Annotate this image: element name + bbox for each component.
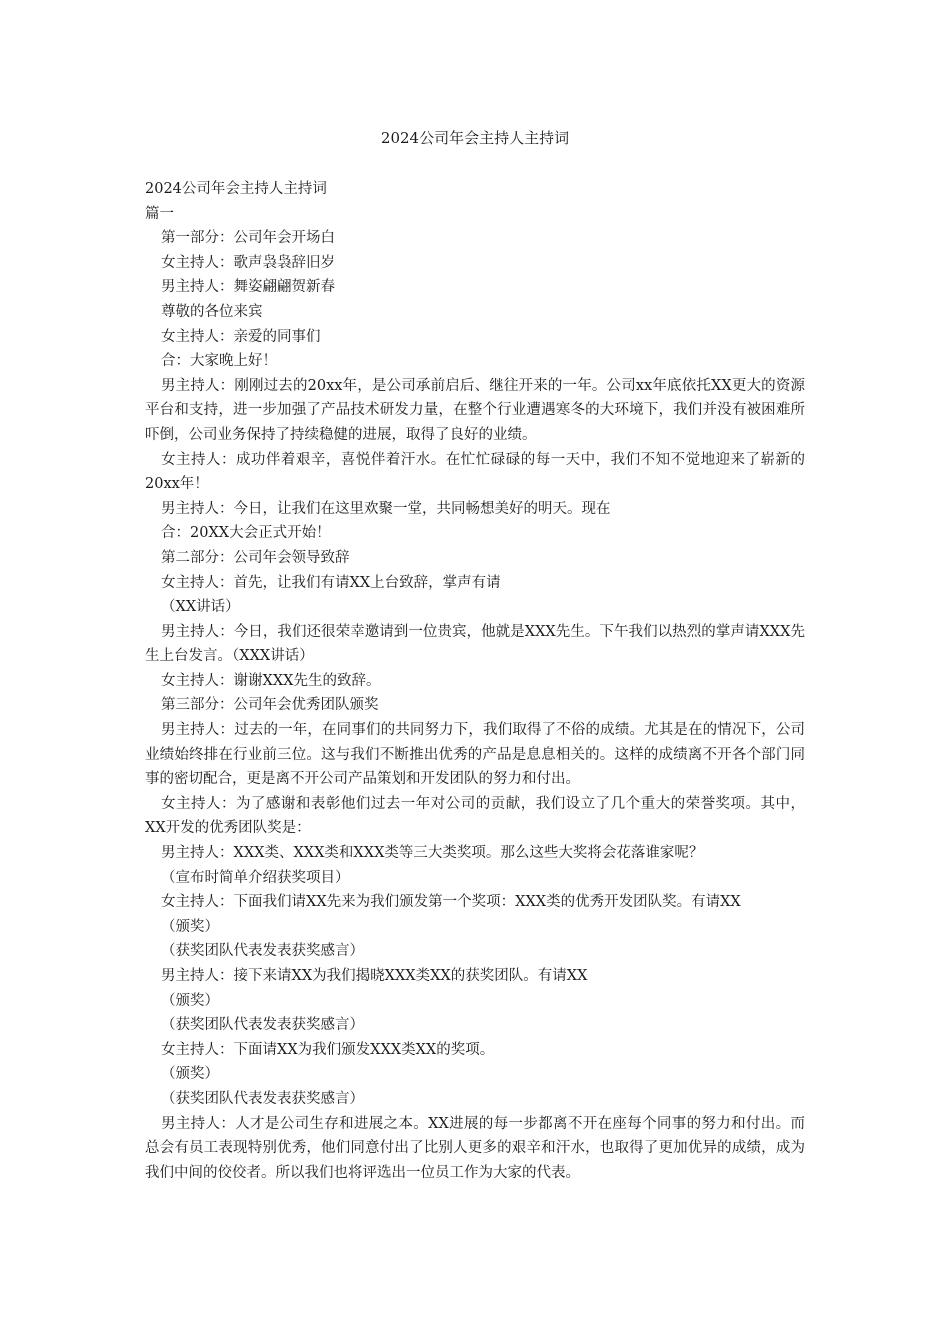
paragraph: （宣布时简单介绍获奖项目） [161, 869, 350, 886]
paragraph: 2024公司年会主持人主持词 [145, 181, 327, 197]
paragraph: 男主持人：今日，我们还很荣幸邀请到一位贵宾，他就是XXX先生。下午我们以热烈的掌声请XXX先生上台发言。（XXX讲话） [145, 623, 805, 665]
paragraph: 尊敬的各位来宾 [161, 303, 263, 320]
paragraph: （XX讲话） [161, 599, 240, 616]
paragraph: （颁奖） [161, 918, 219, 935]
paragraph: 女主持人：谢谢XXX先生的致辞。 [161, 672, 381, 689]
paragraph: （获奖团队代表发表获奖感言） [161, 1017, 364, 1034]
paragraph: 男主持人：过去的一年，在同事们的共同努力下，我们取得了不俗的成绩。尤其是在的情况下，公司业绩始终排在行业前三位。这与我们不断推出优秀的产品是息息相关的。这样的成绩离不开各个部门同事的密切配合，更是离不开公司产品策划和开发团队的努力和付出。 [145, 722, 805, 788]
paragraph: 女主持人：下面请XX为我们颁发XXX类XX的奖项。 [161, 1041, 495, 1058]
page-title: 2024公司年会主持人主持词 [380, 129, 570, 147]
paragraph: 合：大家晚上好！ [161, 353, 277, 370]
paragraph: 女主持人：亲爱的同事们 [161, 328, 321, 345]
paragraph: 男主持人：今日，让我们在这里欢聚一堂，共同畅想美好的明天。现在 [161, 500, 611, 517]
paragraph: 第一部分：公司年会开场白 [161, 230, 335, 247]
paragraph: 女主持人：下面我们请XX先来为我们颁发第一个奖项：XXX类的优秀开发团队奖。有请XX [161, 894, 741, 911]
paragraph: 女主持人：首先，让我们有请XX上台致辞，掌声有请 [161, 574, 501, 591]
paragraph: 篇一 [145, 205, 174, 222]
paragraph: （获奖团队代表发表获奖感言） [161, 1090, 364, 1107]
paragraph: 第三部分：公司年会优秀团队颁奖 [161, 697, 379, 714]
paragraph: 合：20XX大会正式开始！ [161, 525, 331, 542]
paragraph: 第二部分：公司年会领导致辞 [161, 549, 350, 566]
paragraph: （颁奖） [161, 1066, 219, 1083]
paragraph: （获奖团队代表发表获奖感言） [161, 943, 364, 960]
paragraph: （颁奖） [161, 992, 219, 1009]
paragraph: 女主持人：为了感谢和表彰他们过去一年对公司的贡献，我们设立了几个重大的荣誉奖项。其中，XX开发的优秀团队奖是： [145, 795, 805, 837]
paragraph: 女主持人：歌声袅袅辞旧岁 [161, 254, 335, 271]
paragraph: 女主持人：成功伴着艰辛，喜悦伴着汗水。在忙忙碌碌的每一天中，我们不知不觉地迎来了崭新的20xx年！ [145, 451, 805, 493]
document-body [145, 177, 805, 1185]
paragraph: 男主持人：人才是公司生存和进展之本。XX进展的每一步都离不开在座每个同事的努力和付出。而总会有员工表现特别优秀，他们同意付出了比别人更多的艰辛和汗水，也取得了更加优异的成绩，成为我们中间的佼佼者。所以我们也将评选出一位员工作为大家的代表。 [145, 1115, 805, 1181]
paragraph: 男主持人：接下来请XX为我们揭晓XXX类XX的获奖团队。有请XX [161, 968, 588, 984]
paragraph: 男主持人：刚刚过去的20xx年，是公司承前启后、继往开来的一年。公司xx年底依托XX更大的资源平台和支持，进一步加强了产品技术研发力量，在整个行业遭遇寒冬的大环境下，我们并没有被困难所吓倒，公司业务保持了持续稳健的进展，取得了良好的业绩。 [145, 377, 805, 443]
paragraph: 男主持人：舞姿翩翩贺新春 [161, 279, 335, 296]
paragraph: 男主持人：XXX类、XXX类和XXX类等三大类奖项。那么这些大奖将会花落谁家呢？ [161, 845, 704, 862]
